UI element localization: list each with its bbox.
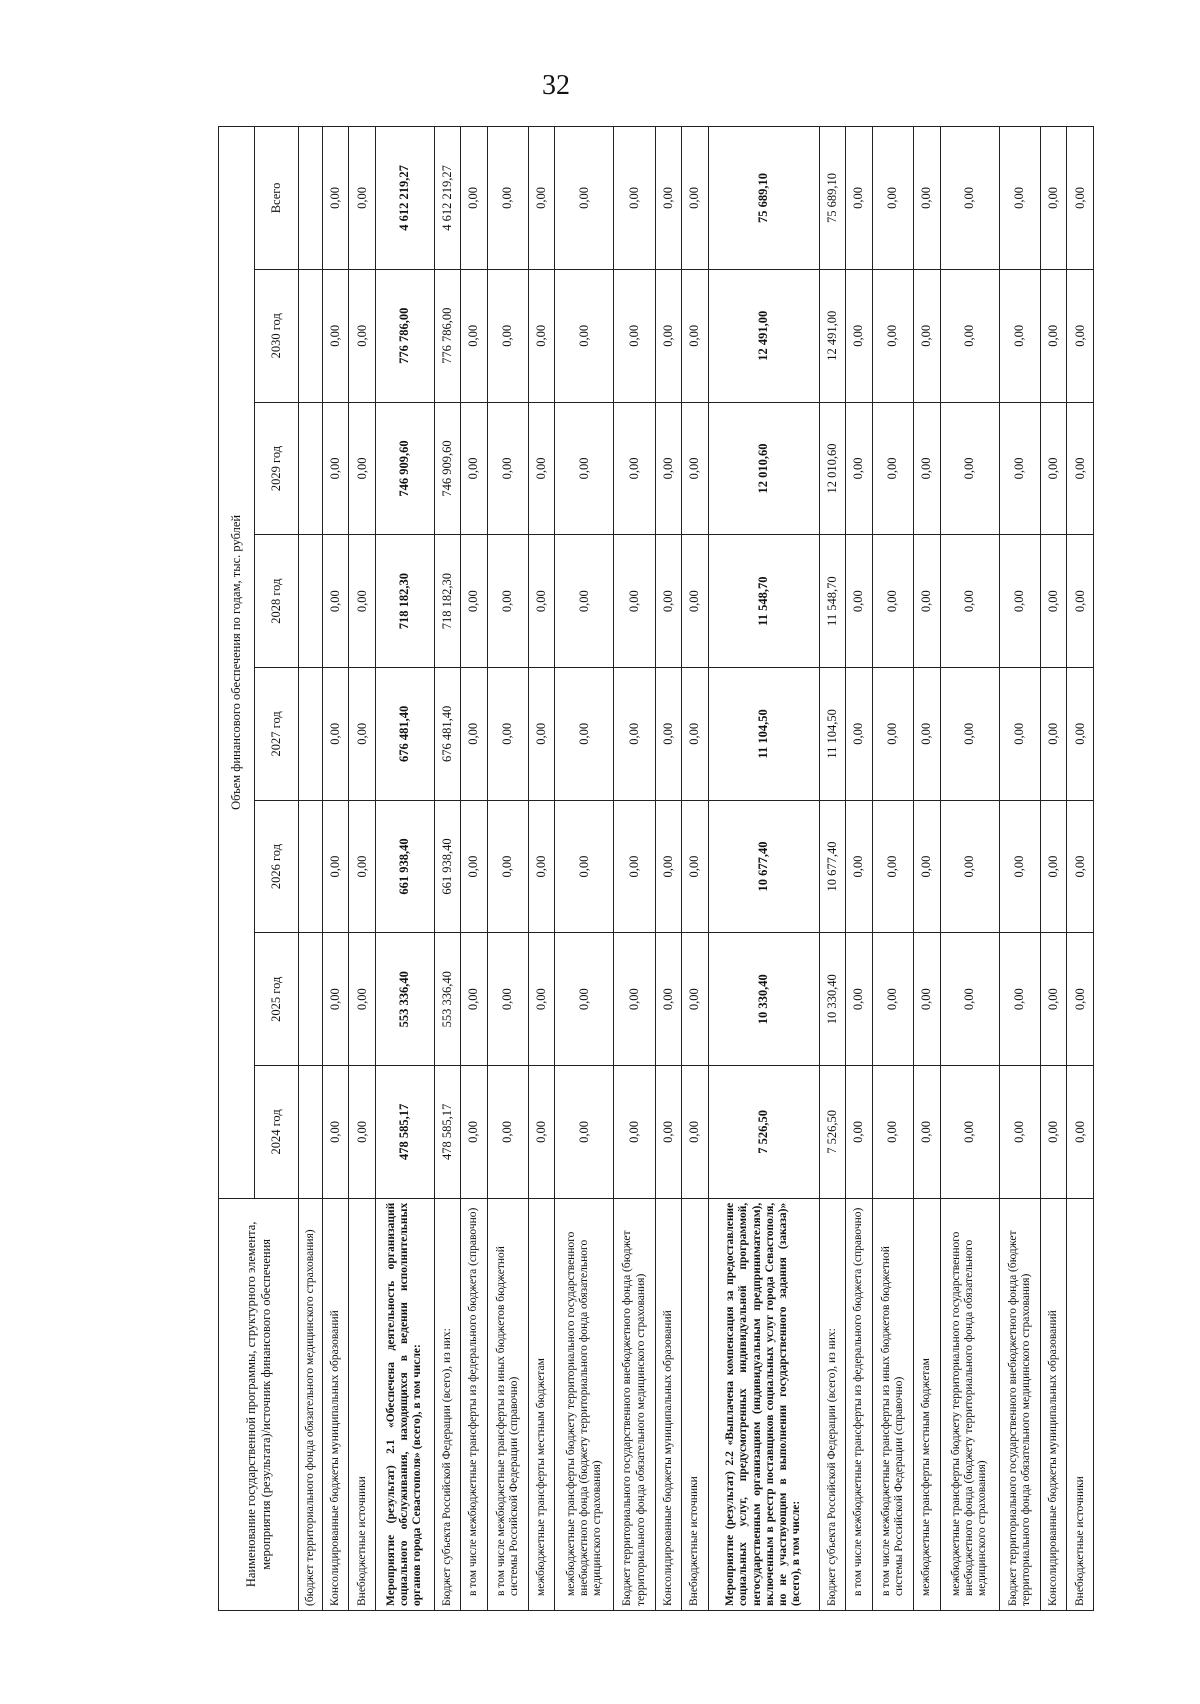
row-value-cell: 75 689,10	[819, 127, 845, 270]
row-name-cell: Консолидированные бюджеты муниципальных образований	[655, 1198, 681, 1610]
row-value-cell: 0,00	[1067, 1066, 1094, 1199]
row-value-cell: 0,00	[940, 800, 999, 933]
row-value-cell: 0,00	[940, 402, 999, 535]
row-name-cell: Бюджет субъекта Российской Федерации (всего), из них:	[819, 1198, 845, 1610]
row-name-cell: Внебюджетные источники	[1067, 1198, 1094, 1610]
row-value-cell: 11 104,50	[708, 668, 819, 801]
row-value-cell: 10 677,40	[708, 800, 819, 933]
row-value-cell: 0,00	[1040, 1066, 1066, 1199]
row-value-cell: 776 786,00	[375, 269, 434, 402]
table-row	[872, 127, 913, 1611]
row-value-cell: 0,00	[999, 269, 1040, 402]
row-value-cell: 0,00	[461, 933, 487, 1066]
row-name-cell: Внебюджетные источники	[349, 1198, 375, 1610]
row-value-cell: 0,00	[349, 535, 375, 668]
row-value-cell: 718 182,30	[434, 535, 460, 668]
row-value-cell: 0,00	[914, 800, 940, 933]
row-value-cell: 0,00	[1040, 269, 1066, 402]
row-value-cell: 0,00	[655, 668, 681, 801]
table-row	[708, 127, 819, 1611]
header-year-0: 2024 год	[255, 1066, 299, 1199]
row-value-cell: 0,00	[349, 800, 375, 933]
row-value-cell: 0,00	[914, 402, 940, 535]
row-value-cell: 0,00	[1040, 668, 1066, 801]
row-value-cell: 0,00	[555, 668, 614, 801]
row-value-cell: 0,00	[323, 535, 349, 668]
row-value-cell: 0,00	[872, 800, 913, 933]
row-value-cell: 0,00	[682, 269, 708, 402]
row-value-cell	[299, 933, 323, 1066]
row-value-cell: 676 481,40	[375, 668, 434, 801]
row-name-cell: в том числе межбюджетные трансферты из иных бюджетов бюджетной системы Российской Федерации (справочно)	[487, 1198, 528, 1610]
row-value-cell: 0,00	[846, 402, 872, 535]
row-value-cell	[299, 668, 323, 801]
row-name-cell: Консолидированные бюджеты муниципальных образований	[1040, 1198, 1066, 1610]
header-year-6: 2030 год	[255, 269, 299, 402]
header-year-5: 2029 год	[255, 402, 299, 535]
row-value-cell: 4 612 219,27	[375, 127, 434, 270]
rotated-table-container	[218, 126, 1094, 1611]
row-name-cell: (бюджет территориального фонда обязательного медицинского страхования)	[299, 1198, 323, 1610]
row-value-cell: 0,00	[349, 127, 375, 270]
row-value-cell: 0,00	[940, 933, 999, 1066]
row-value-cell: 0,00	[914, 535, 940, 668]
row-value-cell: 0,00	[872, 933, 913, 1066]
row-value-cell: 0,00	[461, 127, 487, 270]
row-name-cell: в том числе межбюджетные трансферты из иных бюджетов бюджетной системы Российской Федерации (справочно)	[872, 1198, 913, 1610]
row-value-cell: 0,00	[529, 127, 555, 270]
row-value-cell: 0,00	[655, 933, 681, 1066]
row-value-cell: 0,00	[555, 933, 614, 1066]
row-value-cell: 0,00	[1040, 535, 1066, 668]
row-value-cell: 0,00	[529, 668, 555, 801]
row-value-cell: 0,00	[914, 933, 940, 1066]
row-value-cell: 0,00	[349, 933, 375, 1066]
row-value-cell: 661 938,40	[375, 800, 434, 933]
header-funding-group: Объем финансового обеспечения по годам, тыс. рублей	[219, 127, 255, 1199]
rotated-table-wrapper	[218, 126, 1094, 1611]
row-value-cell: 0,00	[555, 269, 614, 402]
row-value-cell: 0,00	[914, 127, 940, 270]
row-value-cell: 0,00	[487, 668, 528, 801]
row-value-cell: 0,00	[999, 800, 1040, 933]
row-value-cell: 11 104,50	[819, 668, 845, 801]
row-value-cell: 0,00	[872, 535, 913, 668]
row-value-cell: 0,00	[655, 402, 681, 535]
row-value-cell: 0,00	[461, 535, 487, 668]
table-row	[614, 127, 655, 1611]
header-year-4: 2028 год	[255, 535, 299, 668]
table-row	[940, 127, 999, 1611]
row-value-cell: 0,00	[940, 269, 999, 402]
table-row	[299, 127, 323, 1611]
row-value-cell: 0,00	[1067, 402, 1094, 535]
row-value-cell: 0,00	[846, 800, 872, 933]
table-row	[999, 127, 1040, 1611]
row-value-cell	[299, 402, 323, 535]
table-row	[682, 127, 708, 1611]
row-name-cell: межбюджетные трансферты бюджету территориального государственного внебюджетного фонда (бюджету территориального фонда обязательного медицинского страхования)	[555, 1198, 614, 1610]
row-value-cell: 0,00	[555, 1066, 614, 1199]
row-value-cell	[299, 800, 323, 933]
row-name-cell: межбюджетные трансферты местным бюджетам	[529, 1198, 555, 1610]
row-value-cell: 0,00	[323, 1066, 349, 1199]
row-value-cell: 0,00	[529, 269, 555, 402]
row-value-cell: 11 548,70	[819, 535, 845, 668]
row-value-cell: 478 585,17	[434, 1066, 460, 1199]
row-value-cell: 0,00	[614, 402, 655, 535]
row-value-cell: 0,00	[487, 269, 528, 402]
row-value-cell: 12 491,00	[708, 269, 819, 402]
header-year-7: Всего	[255, 127, 299, 270]
row-value-cell: 0,00	[529, 1066, 555, 1199]
row-value-cell: 0,00	[940, 668, 999, 801]
row-value-cell: 10 330,40	[708, 933, 819, 1066]
row-value-cell: 12 010,60	[708, 402, 819, 535]
row-value-cell: 0,00	[487, 127, 528, 270]
row-value-cell: 553 336,40	[375, 933, 434, 1066]
row-value-cell: 0,00	[461, 668, 487, 801]
row-value-cell: 0,00	[999, 668, 1040, 801]
table-row	[846, 127, 872, 1611]
page-number: 32	[542, 70, 570, 101]
row-value-cell: 12 010,60	[819, 402, 845, 535]
row-name-cell: межбюджетные трансферты бюджету территориального государственного внебюджетного фонда (бюджету территориального фонда обязательного медицинского страхования)	[940, 1198, 999, 1610]
row-value-cell: 7 526,50	[819, 1066, 845, 1199]
row-value-cell: 0,00	[461, 269, 487, 402]
row-value-cell: 0,00	[999, 1066, 1040, 1199]
row-value-cell: 0,00	[349, 269, 375, 402]
row-value-cell: 0,00	[323, 127, 349, 270]
row-value-cell	[299, 269, 323, 402]
table-row	[323, 127, 349, 1611]
row-value-cell: 0,00	[682, 535, 708, 668]
row-value-cell: 0,00	[555, 535, 614, 668]
row-value-cell: 776 786,00	[434, 269, 460, 402]
row-value-cell: 0,00	[614, 668, 655, 801]
row-value-cell: 0,00	[323, 800, 349, 933]
row-value-cell: 0,00	[999, 933, 1040, 1066]
row-value-cell: 0,00	[1067, 933, 1094, 1066]
row-value-cell: 0,00	[461, 800, 487, 933]
table-row	[655, 127, 681, 1611]
row-value-cell: 10 677,40	[819, 800, 845, 933]
row-value-cell: 0,00	[1067, 535, 1094, 668]
row-value-cell: 0,00	[655, 269, 681, 402]
row-value-cell: 478 585,17	[375, 1066, 434, 1199]
header-name-column: Наименование государственной программы, структурного элемента, мероприятия (результата)/источник финансового обеспечения	[219, 1198, 299, 1610]
row-value-cell: 0,00	[323, 269, 349, 402]
row-name-cell: Мероприятие (результат) 2.1 «Обеспечена деятельность организаций социального обслуживания, находящихся в ведении исполнительных органов города Севастополя» (всего), в том числе:	[375, 1198, 434, 1610]
row-name-cell: Мероприятие (результат) 2.2 «Выплачена компенсация за предоставление социальных услуг, предусмотренных индивидуальной программой, негосударственным организациям (индивидуальным предпринимателям), включенным в реестр поставщиков социальных услуг города Севастополя, но не участвующим в выполнении государственного задания (заказа)» (всего), в том числе:	[708, 1198, 819, 1610]
row-value-cell: 0,00	[914, 1066, 940, 1199]
table-header	[219, 127, 299, 1611]
row-value-cell: 0,00	[1067, 127, 1094, 270]
row-value-cell: 0,00	[940, 1066, 999, 1199]
row-value-cell: 0,00	[349, 668, 375, 801]
row-value-cell: 0,00	[682, 668, 708, 801]
row-value-cell: 0,00	[529, 933, 555, 1066]
row-value-cell: 0,00	[487, 402, 528, 535]
header-year-1: 2025 год	[255, 933, 299, 1066]
row-value-cell	[299, 535, 323, 668]
header-year-3: 2027 год	[255, 668, 299, 801]
row-value-cell: 0,00	[846, 1066, 872, 1199]
row-value-cell: 4 612 219,27	[434, 127, 460, 270]
row-value-cell: 0,00	[487, 933, 528, 1066]
row-value-cell: 0,00	[914, 269, 940, 402]
row-value-cell: 10 330,40	[819, 933, 845, 1066]
row-value-cell: 0,00	[1040, 800, 1066, 933]
row-value-cell: 0,00	[655, 800, 681, 933]
table-row	[434, 127, 460, 1611]
row-value-cell: 0,00	[555, 800, 614, 933]
row-value-cell: 0,00	[487, 535, 528, 668]
row-value-cell: 0,00	[655, 1066, 681, 1199]
row-value-cell: 7 526,50	[708, 1066, 819, 1199]
row-value-cell: 0,00	[914, 668, 940, 801]
row-value-cell: 0,00	[1067, 269, 1094, 402]
table-row	[914, 127, 940, 1611]
row-value-cell: 12 491,00	[819, 269, 845, 402]
row-value-cell: 746 909,60	[434, 402, 460, 535]
row-value-cell: 0,00	[461, 402, 487, 535]
row-value-cell: 0,00	[682, 933, 708, 1066]
row-name-cell: Консолидированные бюджеты муниципальных образований	[323, 1198, 349, 1610]
row-value-cell: 0,00	[872, 402, 913, 535]
row-value-cell: 0,00	[682, 800, 708, 933]
table-row	[1040, 127, 1066, 1611]
row-value-cell: 0,00	[682, 1066, 708, 1199]
row-value-cell: 0,00	[487, 1066, 528, 1199]
row-value-cell: 0,00	[1067, 668, 1094, 801]
row-value-cell: 0,00	[846, 668, 872, 801]
row-value-cell: 11 548,70	[708, 535, 819, 668]
row-value-cell: 0,00	[529, 402, 555, 535]
row-value-cell: 0,00	[682, 402, 708, 535]
row-name-cell: Бюджет субъекта Российской Федерации (всего), из них:	[434, 1198, 460, 1610]
row-value-cell: 0,00	[1067, 800, 1094, 933]
row-value-cell: 0,00	[1040, 402, 1066, 535]
row-value-cell: 0,00	[614, 269, 655, 402]
row-name-cell: Внебюджетные источники	[682, 1198, 708, 1610]
row-value-cell: 0,00	[999, 535, 1040, 668]
row-value-cell: 0,00	[999, 127, 1040, 270]
header-year-2: 2026 год	[255, 800, 299, 933]
table-row	[487, 127, 528, 1611]
row-value-cell: 0,00	[323, 402, 349, 535]
row-name-cell: в том числе межбюджетные трансферты из федерального бюджета (справочно)	[461, 1198, 487, 1610]
row-value-cell	[299, 1066, 323, 1199]
row-value-cell: 0,00	[872, 127, 913, 270]
row-value-cell: 718 182,30	[375, 535, 434, 668]
row-value-cell: 0,00	[1040, 933, 1066, 1066]
table-row	[375, 127, 434, 1611]
table-row	[1067, 127, 1094, 1611]
row-value-cell: 0,00	[461, 1066, 487, 1199]
row-value-cell: 0,00	[614, 800, 655, 933]
row-value-cell: 553 336,40	[434, 933, 460, 1066]
row-value-cell: 0,00	[846, 269, 872, 402]
funding-table	[218, 126, 1094, 1611]
row-name-cell: в том числе межбюджетные трансферты из федерального бюджета (справочно)	[846, 1198, 872, 1610]
row-value-cell: 0,00	[846, 127, 872, 270]
row-value-cell: 0,00	[529, 800, 555, 933]
row-value-cell: 0,00	[872, 269, 913, 402]
row-value-cell: 0,00	[529, 535, 555, 668]
row-value-cell: 0,00	[872, 668, 913, 801]
row-value-cell: 746 909,60	[375, 402, 434, 535]
row-name-cell: межбюджетные трансферты местным бюджетам	[914, 1198, 940, 1610]
table-row	[555, 127, 614, 1611]
row-value-cell: 0,00	[872, 1066, 913, 1199]
row-value-cell: 0,00	[614, 1066, 655, 1199]
row-value-cell: 0,00	[846, 535, 872, 668]
row-value-cell: 0,00	[940, 535, 999, 668]
row-value-cell: 0,00	[614, 535, 655, 668]
row-name-cell: Бюджет территориального государственного внебюджетного фонда (бюджет территориального фонда обязательного медицинского страхования)	[999, 1198, 1040, 1610]
row-value-cell: 0,00	[349, 402, 375, 535]
table-row	[819, 127, 845, 1611]
row-value-cell: 0,00	[614, 933, 655, 1066]
row-value-cell: 0,00	[323, 933, 349, 1066]
row-value-cell: 75 689,10	[708, 127, 819, 270]
row-value-cell: 0,00	[682, 127, 708, 270]
row-value-cell: 661 938,40	[434, 800, 460, 933]
row-value-cell: 0,00	[999, 402, 1040, 535]
row-value-cell: 0,00	[555, 402, 614, 535]
row-value-cell: 676 481,40	[434, 668, 460, 801]
row-value-cell: 0,00	[655, 535, 681, 668]
table-row	[529, 127, 555, 1611]
row-value-cell: 0,00	[323, 668, 349, 801]
row-value-cell: 0,00	[1040, 127, 1066, 270]
row-value-cell: 0,00	[614, 127, 655, 270]
row-value-cell	[299, 127, 323, 270]
table-body	[299, 127, 1094, 1611]
row-value-cell: 0,00	[555, 127, 614, 270]
row-name-cell: Бюджет территориального государственного внебюджетного фонда (бюджет территориального фонда обязательного медицинского страхования)	[614, 1198, 655, 1610]
row-value-cell: 0,00	[846, 933, 872, 1066]
table-row	[461, 127, 487, 1611]
row-value-cell: 0,00	[349, 1066, 375, 1199]
row-value-cell: 0,00	[940, 127, 999, 270]
row-value-cell: 0,00	[487, 800, 528, 933]
row-value-cell: 0,00	[655, 127, 681, 270]
table-row	[349, 127, 375, 1611]
